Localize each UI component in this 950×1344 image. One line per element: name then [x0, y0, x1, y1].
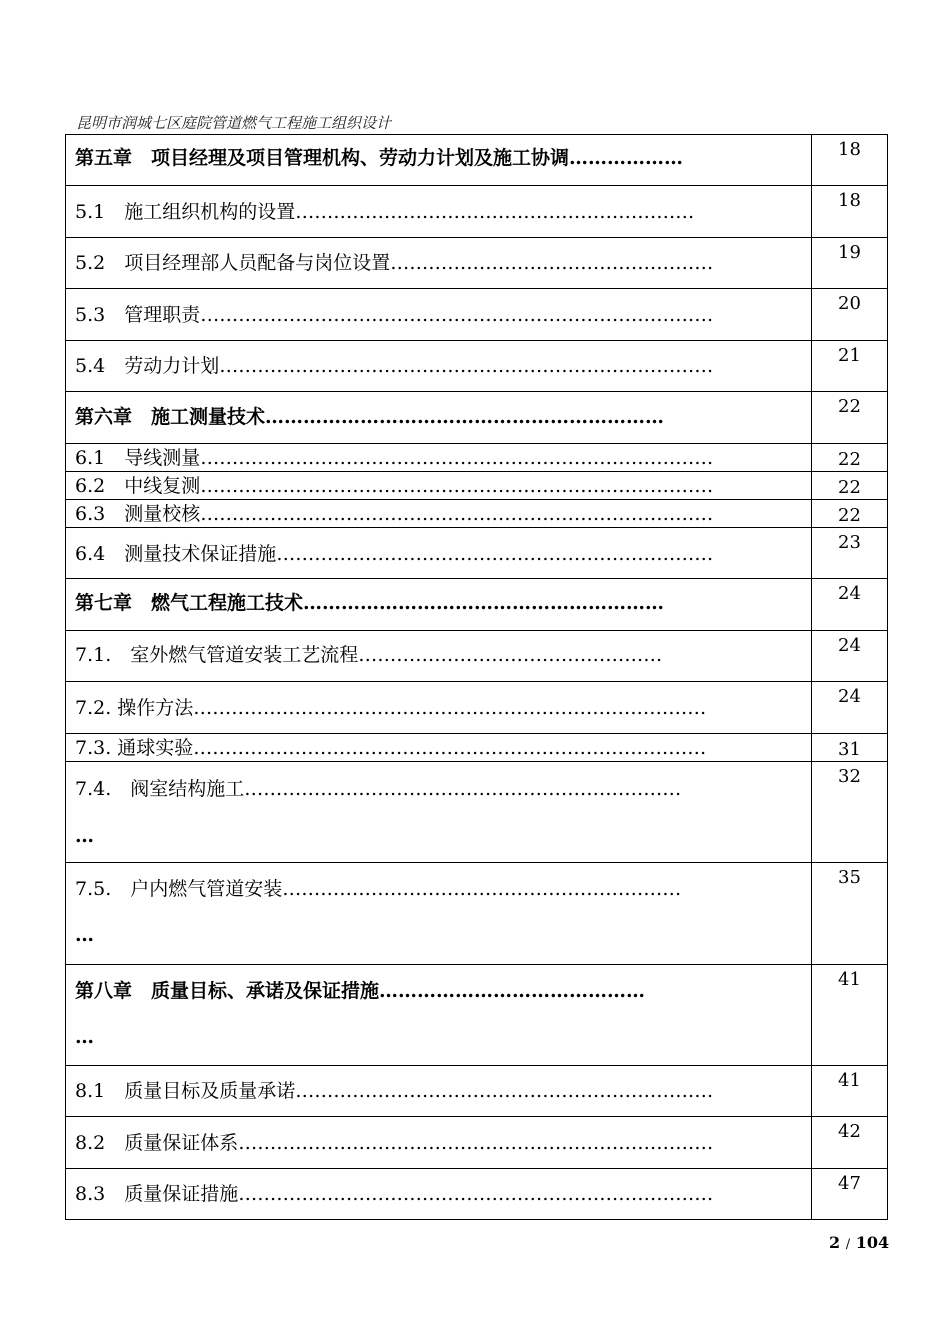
- toc-row: [66, 186, 888, 238]
- toc-chapter-title: 第八章 质量目标、承诺及保证措施……………………………………: [75, 980, 646, 1002]
- toc-entry-cell: [66, 631, 812, 682]
- toc-entry-cell: [66, 472, 812, 500]
- toc-row: [66, 863, 888, 965]
- toc-row: [66, 762, 888, 863]
- toc-entry-cell: [66, 341, 812, 392]
- toc-page-cell: [812, 1066, 888, 1117]
- toc-row: [66, 289, 888, 341]
- toc-row: [66, 734, 888, 762]
- toc-entry-cell: [66, 238, 812, 289]
- toc-page-cell: [812, 965, 888, 1066]
- toc-section-title: 6.2 中线复测………………………………………………………………………: [75, 475, 714, 497]
- toc-row: [66, 238, 888, 289]
- toc-page-cell: [812, 579, 888, 631]
- toc-section-title: 7.2. 操作方法………………………………………………………………………: [75, 697, 707, 719]
- toc-entry-cell: [66, 682, 812, 734]
- toc-page-number: 24: [838, 583, 861, 604]
- toc-page-cell: [812, 289, 888, 341]
- toc-entry-cell: [66, 762, 812, 863]
- toc-page-cell: [812, 682, 888, 734]
- toc-page-cell: [812, 186, 888, 238]
- toc-row: [66, 1066, 888, 1117]
- toc-section-title: 7.1. 室外燃气管道安装工艺流程…………………………………………: [75, 644, 663, 666]
- toc-leader-continuation: …: [75, 1026, 94, 1048]
- toc-entry-cell: [66, 1169, 812, 1220]
- toc-chapter-title: 第六章 施工测量技术………………………………………………………: [75, 406, 665, 428]
- total-pages: 104: [855, 1233, 890, 1252]
- toc-row: [66, 965, 888, 1066]
- table-of-contents: [65, 134, 888, 1220]
- toc-section-title: 8.3 质量保证措施…………………………………………………………………: [75, 1183, 714, 1205]
- toc-row: [66, 579, 888, 631]
- toc-page-number: 41: [838, 1070, 861, 1091]
- toc-page-number: 19: [838, 242, 861, 263]
- toc-page-cell: [812, 1169, 888, 1220]
- toc-page-number: 20: [838, 293, 861, 314]
- toc-row: [66, 1169, 888, 1220]
- toc-entry-cell: [66, 289, 812, 341]
- toc-section-title: 5.1 施工组织机构的设置………………………………………………………: [75, 201, 695, 223]
- toc-page-number: 31: [838, 739, 861, 760]
- toc-section-title: 6.3 测量校核………………………………………………………………………: [75, 503, 714, 525]
- toc-page-cell: [812, 392, 888, 444]
- toc-row: [66, 631, 888, 682]
- toc-page-number: 22: [838, 396, 861, 417]
- toc-entry-cell: [66, 392, 812, 444]
- toc-page-cell: [812, 500, 888, 528]
- toc-row: [66, 472, 888, 500]
- toc-row: [66, 392, 888, 444]
- toc-page-cell: [812, 1117, 888, 1169]
- toc-row: [66, 341, 888, 392]
- toc-page-cell: [812, 762, 888, 863]
- toc-row: [66, 528, 888, 579]
- toc-section-title: 8.1 质量目标及质量承诺…………………………………………………………: [75, 1080, 714, 1102]
- toc-page-number: 23: [838, 532, 861, 553]
- toc-entry-cell: [66, 444, 812, 472]
- toc-entry-cell: [66, 965, 812, 1066]
- toc-page-cell: [812, 135, 888, 186]
- toc-page-number: 32: [838, 766, 861, 787]
- toc-page-number: 22: [838, 505, 861, 526]
- toc-page-number: 18: [838, 190, 861, 211]
- toc-page-cell: [812, 863, 888, 965]
- toc-chapter-title: 第七章 燃气工程施工技术…………………………………………………: [75, 592, 665, 614]
- toc-page-number: 41: [838, 969, 861, 990]
- toc-row: [66, 444, 888, 472]
- toc-row: [66, 135, 888, 186]
- toc-entry-cell: [66, 1117, 812, 1169]
- toc-chapter-title: 第五章 项目经理及项目管理机构、劳动力计划及施工协调………………: [75, 147, 684, 169]
- toc-page-number: 35: [838, 867, 861, 888]
- toc-row: [66, 682, 888, 734]
- toc-section-title: 6.1 导线测量………………………………………………………………………: [75, 447, 714, 469]
- toc-entry-cell: [66, 579, 812, 631]
- toc-section-title: 8.2 质量保证体系…………………………………………………………………: [75, 1132, 714, 1154]
- toc-row: [66, 1117, 888, 1169]
- toc-section-title: 5.3 管理职责………………………………………………………………………: [75, 304, 714, 326]
- toc-leader-continuation: …: [75, 825, 94, 847]
- toc-row: [66, 500, 888, 528]
- toc-section-title: 7.5. 户内燃气管道安装………………………………………………………: [75, 878, 682, 900]
- toc-entry-cell: [66, 528, 812, 579]
- toc-section-title: 7.4. 阀室结构施工……………………………………………………………: [75, 778, 682, 800]
- page-number: [829, 1233, 889, 1252]
- toc-page-cell: [812, 631, 888, 682]
- page-separator: /: [845, 1237, 851, 1252]
- toc-page-cell: [812, 472, 888, 500]
- toc-leader-continuation: …: [75, 924, 94, 946]
- toc-section-title: 7.3. 通球实验………………………………………………………………………: [75, 737, 707, 759]
- toc-entry-cell: [66, 1066, 812, 1117]
- toc-page-number: 22: [838, 477, 861, 498]
- toc-page-number: 21: [838, 345, 861, 366]
- toc-section-title: 5.2 项目经理部人员配备与岗位设置……………………………………………: [75, 252, 714, 274]
- toc-entry-cell: [66, 500, 812, 528]
- toc-page-cell: [812, 444, 888, 472]
- toc-entry-cell: [66, 863, 812, 965]
- toc-section-title: 5.4 劳动力计划……………………………………………………………………: [75, 355, 714, 377]
- toc-page-number: 24: [838, 686, 861, 707]
- toc-page-number: 47: [838, 1173, 861, 1194]
- toc-page-cell: [812, 734, 888, 762]
- toc-entry-cell: [66, 186, 812, 238]
- toc-entry-cell: [66, 135, 812, 186]
- toc-page-cell: [812, 341, 888, 392]
- toc-page-number: 22: [838, 449, 861, 470]
- toc-page-number: 18: [838, 139, 861, 160]
- toc-entry-cell: [66, 734, 812, 762]
- toc-page-number: 42: [838, 1121, 861, 1142]
- document-header: 昆明市润城七区庭院管道燃气工程施工组织设计: [76, 114, 392, 132]
- current-page: 2: [829, 1233, 841, 1252]
- toc-section-title: 6.4 测量技术保证措施……………………………………………………………: [75, 543, 714, 565]
- toc-page-cell: [812, 238, 888, 289]
- toc-page-number: 24: [838, 635, 861, 656]
- toc-page-cell: [812, 528, 888, 579]
